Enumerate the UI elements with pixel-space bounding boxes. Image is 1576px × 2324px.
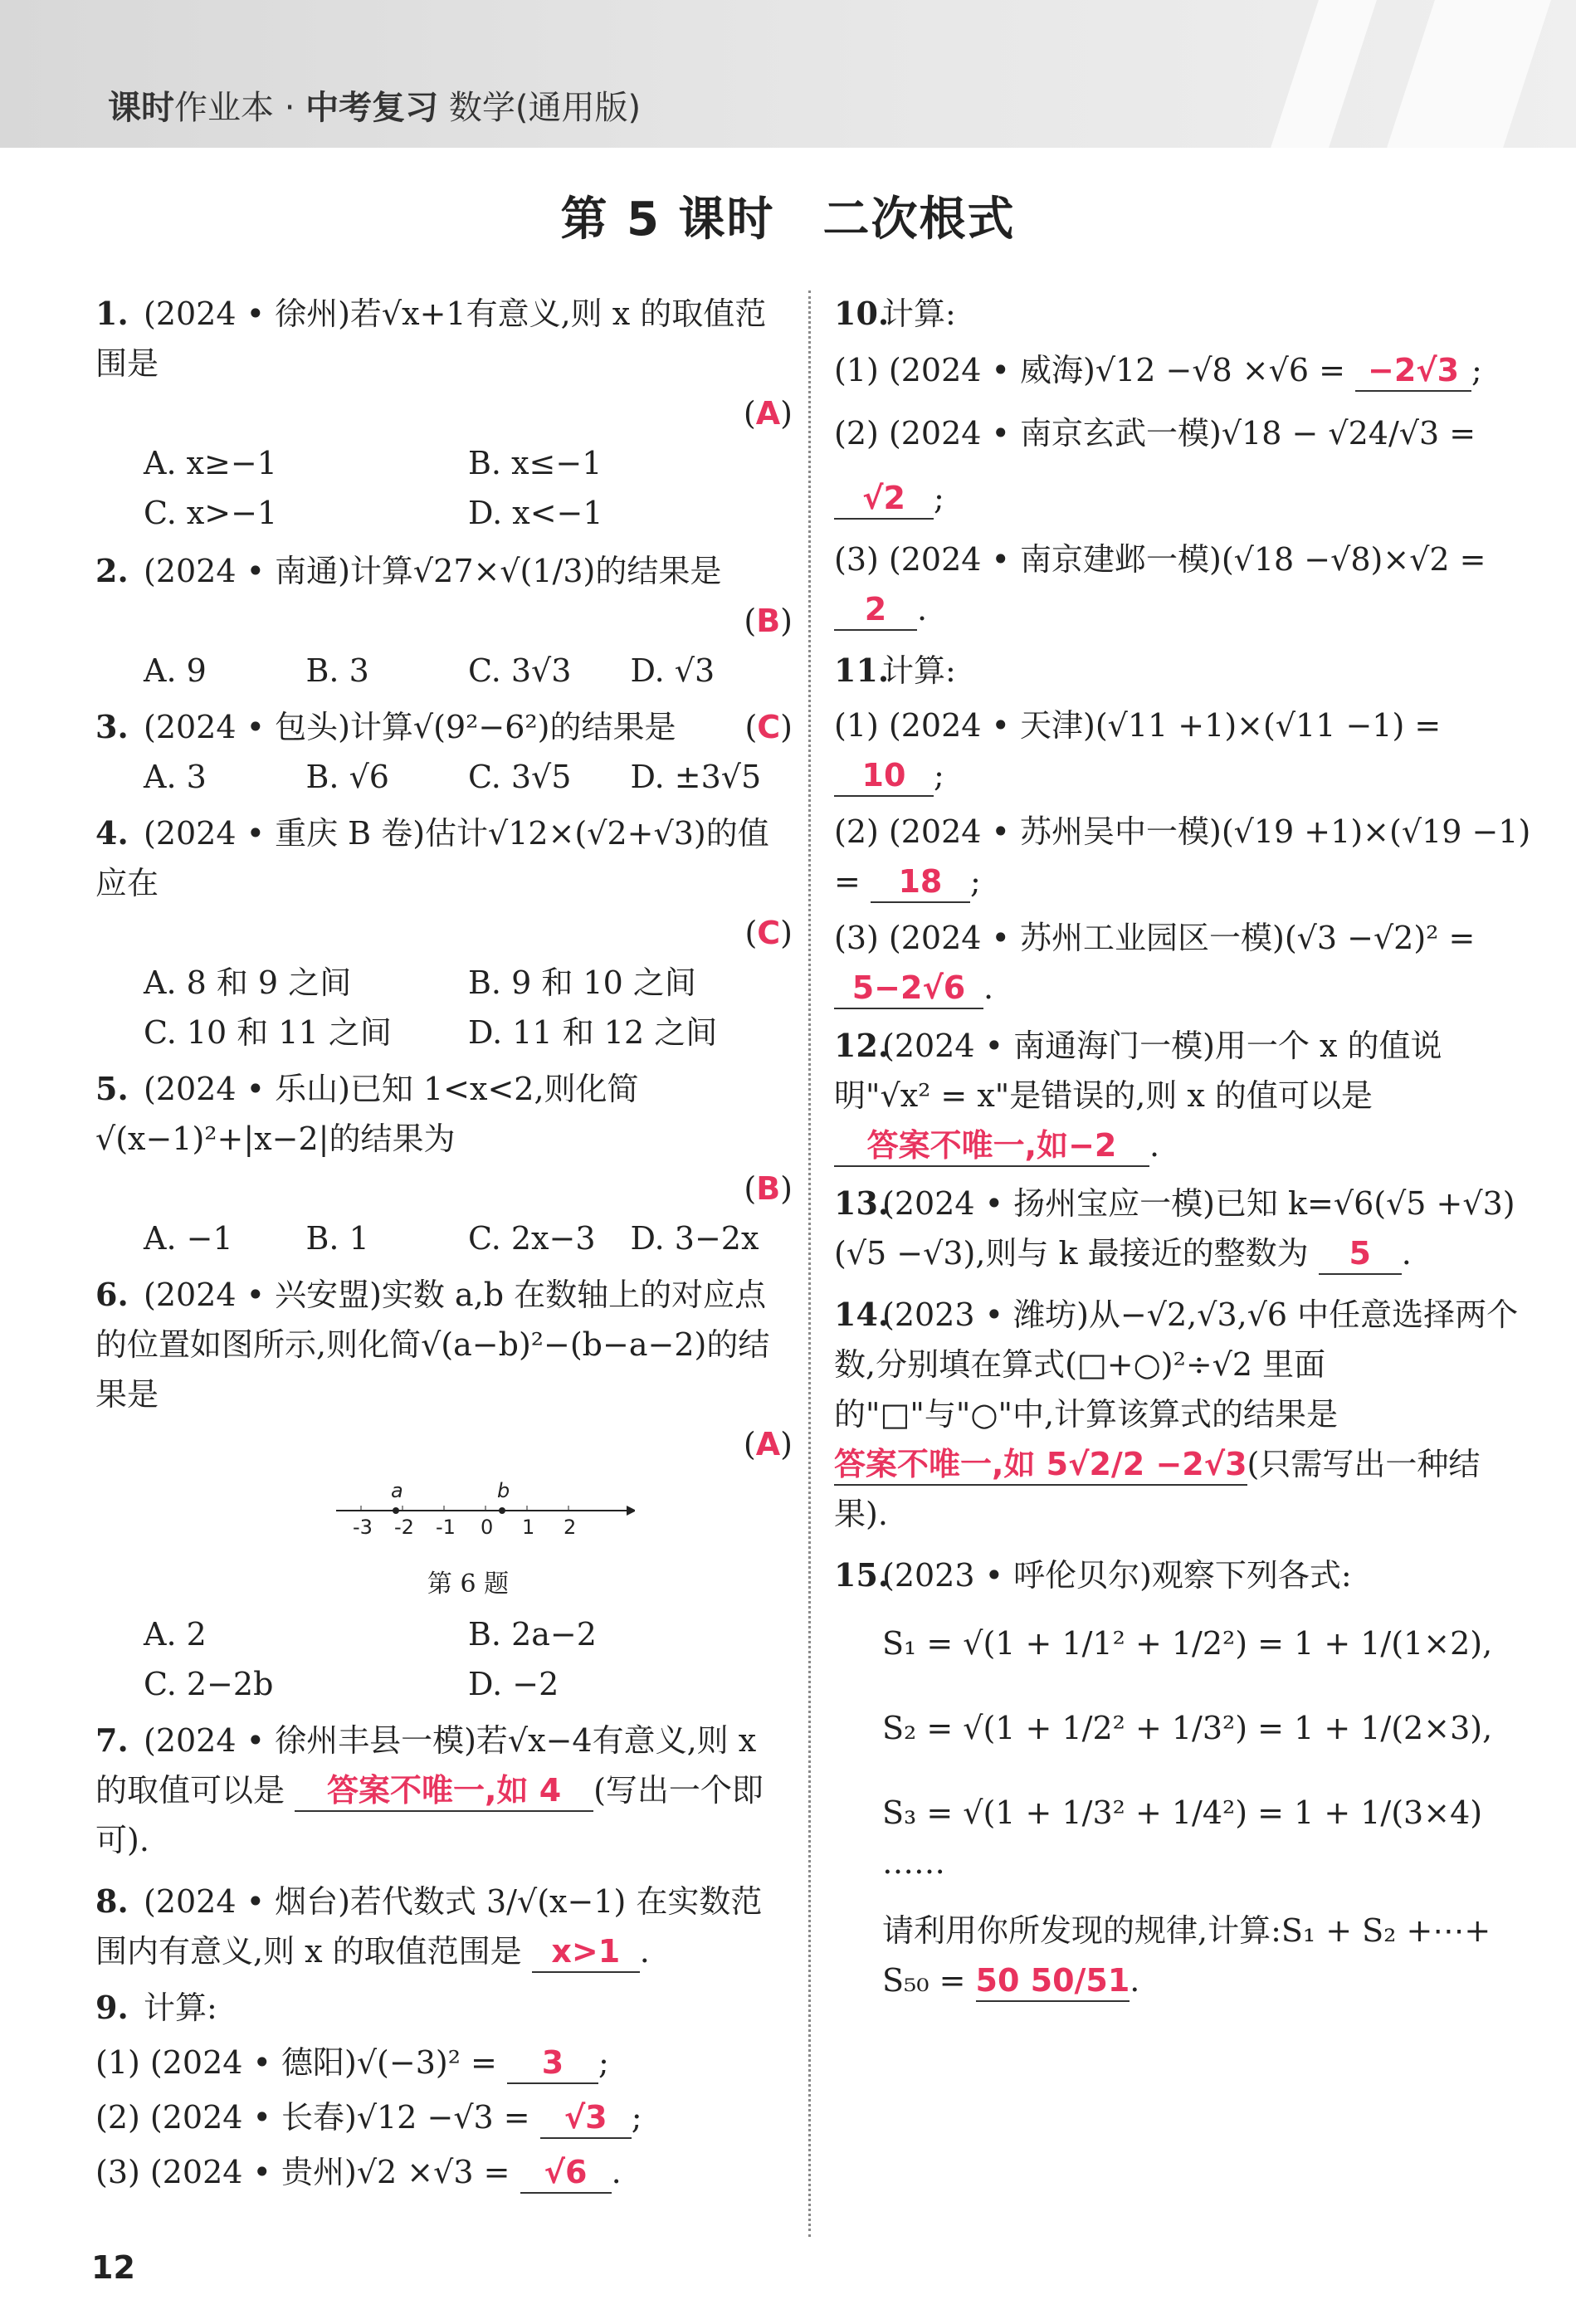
column-divider (808, 290, 811, 2237)
point-a-label: a (391, 1479, 403, 1502)
answer-blank: √2 (834, 478, 934, 520)
question-5: 5. (2024 • 乐山)已知 1<x<2,则化简√(x−1)²+|x−2|的结果为 (B) A. −1 B. 1 C. 2x−3 D. 3−2x (95, 1064, 793, 1263)
question-3: 3. (2024 • 包头)计算√(9²−6²)的结果是 (C) A. 3 B. √6 C. 3√5 D. ±3√5 (95, 702, 793, 802)
question-6: 6. (2024 • 兴安盟)实数 a,b 在数轴上的对应点的位置如图所示,则化简√(a−b)²−(b−a−2)的结果是 (A) -3 -2 -1 0 1 2 a b 第 6 题 A. 2 B. 2a−2 C. 2−2b D. −2 (95, 1270, 793, 1709)
point-b-label: b (497, 1479, 510, 1502)
sub-question: (3) (2024 • 南京建邺一模)(√18 −√8)×√2 = 2 . (834, 535, 1531, 634)
answer-blank: 答案不唯一,如−2 (834, 1125, 1149, 1167)
question-13: 13.(2024 • 扬州宝应一模)已知 k=√6(√5 +√3)(√5 −√3),则与 k 最接近的整数为 5 . (834, 1179, 1531, 1278)
formula: S₃ = √(1 + 1/3² + 1/4²) = 1 + 1/(3×4) …… (882, 1794, 1483, 1881)
tick-label: 1 (522, 1516, 535, 1539)
answer-blank: 答案不唯一,如 5√2/2 −2√3 (834, 1444, 1247, 1486)
answer-choice: C (757, 915, 781, 951)
question-12: 12.(2024 • 南通海门一模)用一个 x 的值说明"√x² = x"是错误的,则 x 的值可以是 答案不唯一,如−2 . (834, 1021, 1531, 1170)
answer-blank: 18 (871, 862, 970, 903)
number-line-figure (336, 1474, 635, 1557)
answer-blank: 10 (834, 755, 934, 797)
answer-choice: A (755, 1426, 781, 1462)
point-b (499, 1507, 505, 1514)
sub-question: (1) (2024 • 德阳)√(−3)² = 3 ; (95, 2038, 793, 2087)
tick-label: 2 (564, 1516, 577, 1539)
answer-blank: x>1 (532, 1931, 640, 1973)
sub-question: (3) (2024 • 贵州)√2 ×√3 = √6 . (95, 2147, 793, 2197)
formula: S₁ = √(1 + 1/1² + 1/2²) = 1 + 1/(1×2), (882, 1625, 1493, 1662)
question-1: 1. (2024 • 徐州)若√x+1有意义,则 x 的取值范围是 (A) A. x≥−1 B. x≤−1 C. x>−1 D. x<−1 (95, 289, 793, 538)
header-decor-stripe (1387, 0, 1551, 148)
formula: S₂ = √(1 + 1/2² + 1/3²) = 1 + 1/(2×3), (882, 1710, 1493, 1746)
answer-blank: √3 (540, 2097, 632, 2139)
answer-choice: B (756, 1170, 781, 1207)
question-7: 7. (2024 • 徐州丰县一模)若√x−4有意义,则 x 的取值可以是 答案不唯一,如 4 (写出一个即可). (95, 1721, 764, 1858)
question-8: 8. (2024 • 烟台)若代数式 3/√(x−1) 在实数范围内有意义,则 x 的取值范围是 x>1 . (95, 1877, 793, 1976)
page-number: 12 (91, 2249, 135, 2286)
right-column (834, 289, 1531, 2012)
left-column (95, 289, 793, 2204)
sub-question: (1) (2024 • 威海)√12 −√8 ×√6 = −2√3 ; (834, 345, 1531, 395)
question-4: 4. (2024 • 重庆 B 卷)估计√12×(√2+√3)的值应在 (C) A. 8 和 9 之间 B. 9 和 10 之间 C. 10 和 11 之间 D. 11 和 12 之间 (95, 808, 793, 1057)
sub-question: (2) (2024 • 南京玄武一模)√18 − √24/√3 = (834, 415, 1476, 452)
options: A. 9 B. 3 C. 3√3 D. √3 (144, 652, 715, 689)
answer-blank: 答案不唯一,如 4 (295, 1770, 593, 1812)
tick-label: -3 (353, 1516, 373, 1539)
tick-label: 0 (481, 1516, 494, 1539)
answer-choice: A (755, 395, 781, 432)
question-2: 2. (2024 • 南通)计算√27×√(1/3)的结果是 (B) A. 9 B. 3 C. 3√3 D. √3 (95, 546, 793, 696)
question-14: 14.(2023 • 潍坊)从−√2,√3,√6 中任意选择两个数,分别填在算式(□+○)²÷√2 里面的"□"与"○"中,计算该算式的结果是 答案不唯一,如 5√2/2 −2√3(只需写出一种结果). (834, 1296, 1519, 1532)
header-decor-stripe (1271, 0, 1377, 148)
tick-label: -2 (394, 1516, 414, 1539)
answer-choice: C (757, 709, 781, 745)
point-a (393, 1507, 399, 1514)
options: A. −1 B. 1 C. 2x−3 D. 3−2x (144, 1220, 759, 1257)
options: A. 3 B. √6 C. 3√5 D. ±3√5 (144, 759, 762, 795)
answer-blank: 5 (1319, 1233, 1402, 1275)
answer-blank: 5−2√6 (834, 968, 983, 1009)
answer-blank: 3 (507, 2043, 598, 2084)
sub-question: (1) (2024 • 天津)(√11 +1)×(√11 −1) = (834, 707, 1442, 744)
axis-arrow (627, 1506, 635, 1516)
answer-blank: 2 (834, 589, 917, 631)
answer-blank: −2√3 (1355, 350, 1471, 392)
answer-blank: 50 50/51 (976, 1960, 1130, 2002)
question-10: 10.计算: (1) (2024 • 威海)√12 −√8 ×√6 = −2√3 ; (2) (2024 • 南京玄武一模)√18 − √24/√3 = √2 ; (3) (2024 • 南京建邺一模)(√18 −√8)×√2 = 2 . (834, 289, 1531, 634)
lesson-title: 第 5 课时 二次根式 (560, 193, 1016, 247)
question-11: 11.计算: (1) (2024 • 天津)(√11 +1)×(√11 −1) = 10 ; (2) (2024 • 苏州吴中一模)(√19 +1)×(√19 −1) = 18 ; (3) (2024 • 苏州工业园区一模)(√3 −√2)² = 5−2√6 . (834, 646, 1531, 1013)
question-9: 9. 计算: (1) (2024 • 德阳)√(−3)² = 3 ; (2) (2024 • 长春)√12 −√3 = √3 ; (3) (2024 • 贵州)√2 ×√3 = √6 . (95, 1983, 793, 2197)
sub-question: (2) (2024 • 长春)√12 −√3 = √3 ; (95, 2092, 793, 2142)
answer-blank: √6 (520, 2152, 612, 2194)
tick-label: -1 (436, 1516, 456, 1539)
options: A. 8 和 9 之间 B. 9 和 10 之间 C. 10 和 11 之间 D. 11 和 12 之间 (144, 964, 718, 1051)
options: A. x≥−1 B. x≤−1 C. x>−1 D. x<−1 (144, 445, 603, 531)
prompt: 请利用你所发现的规律,计算:S₁ + S₂ +⋯+ S₅₀ = 50 50/51. (834, 1906, 1531, 2005)
book-title: 课时作业本 · 中考复习 数学(通用版) (108, 89, 642, 127)
sub-question: (3) (2024 • 苏州工业园区一模)(√3 −√2)² = 5−2√6 . (834, 913, 1531, 1013)
sub-question: (2) (2024 • 苏州吴中一模)(√19 +1)×(√19 −1) = 18 ; (834, 807, 1531, 906)
question-15: 15.(2023 • 呼伦贝尔)观察下列各式: S₁ = √(1 + 1/1² + 1/2²) = 1 + 1/(1×2), S₂ = √(1 + 1/2² + 1/3²) = 1 + 1/(2×3), S₃ = √(1 + 1/3² + 1/4²) = 1 + 1/(3×4) …… 请利用你所发现的规律,计算:S₁ + S₂ +⋯+ S₅₀ = 50 50/51. (834, 1550, 1531, 2005)
figure-caption: 第 6 题 (427, 1570, 510, 1599)
answer-choice: B (756, 603, 781, 639)
options: A. 2 B. 2a−2 C. 2−2b D. −2 (144, 1616, 597, 1702)
